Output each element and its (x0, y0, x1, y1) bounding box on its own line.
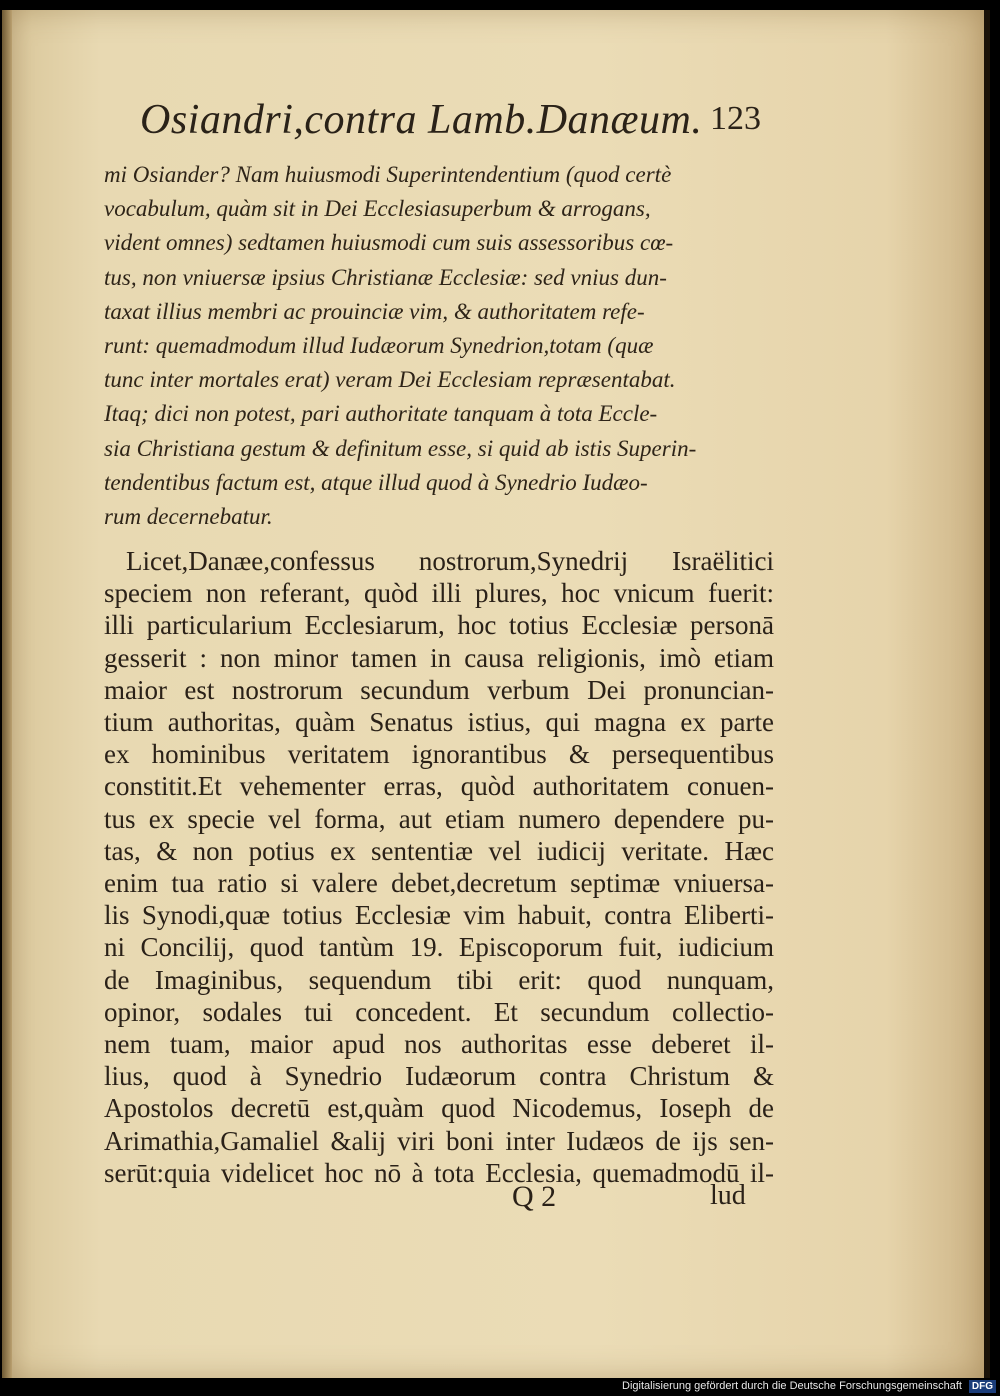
text-line: taxat illius membri ac prouinciæ vim, & authoritatem refe- (104, 298, 645, 324)
text-line: opinor, sodales tui concedent. Et secundum collectio- (104, 996, 774, 1027)
text-line: ni Concilij, quod tantùm 19. Episcoporum fuit, iudicium (104, 932, 774, 963)
running-title: Osiandri,contra Lamb.Danæum. (140, 97, 703, 143)
text-line: enim tua ratio si valere debet,decretum septimæ vniuersa- (104, 868, 774, 899)
text-line: illi particularium Ecclesiarum, hoc totius Ecclesiæ personā (104, 610, 774, 641)
text-line: lius, quod à Synedrio Iudæorum contra Christum & (104, 1061, 774, 1092)
text-line: nem tuam, maior apud nos authoritas esse deberet il- (104, 1029, 774, 1060)
running-header (140, 96, 780, 156)
text-line: mi Osiander? Nam huiusmodi Superintendentium (quod certè (104, 162, 672, 187)
text-line: de Imaginibus, sequendum tibi erit: quod nunquam, (104, 964, 774, 995)
response-paragraph (104, 545, 774, 1189)
catchword: lud (710, 1180, 746, 1211)
signature-mark: Q 2 (512, 1180, 557, 1213)
text-line: ex hominibus veritatem ignorantibus & persequentibus (104, 739, 774, 770)
page-gutter (2, 10, 12, 1378)
text-line: tus, non vniuersæ ipsius Christianæ Ecclesiæ: sed vnius dun- (104, 264, 667, 290)
dfg-logo: DFG (969, 1380, 996, 1393)
text-line: vident omnes) sedtamen huiusmodi cum suis assessoribus cœ- (104, 230, 674, 256)
text-line: Licet,Danæe,confessus nostrorum,Synedrij Israëlitici (126, 546, 774, 576)
text-line: speciem non referant, quòd illi plures, hoc vnicum fuerit: (104, 578, 774, 609)
text-line: tus ex specie vel forma, aut etiam numero dependere pu- (104, 803, 774, 834)
text-line: sia Christiana gestum & definitum esse, si quid ab istis Superin- (104, 435, 697, 461)
text-line: gesserit : non minor tamen in causa religionis, imò etiam (104, 642, 774, 673)
text-line: tendentibus factum est, atque illud quod à Synedrio Iudæo- (104, 469, 648, 495)
text-line: Itaq; dici non potest, pari authoritate tanquam à tota Eccle- (104, 401, 658, 427)
text-line: tium authoritas, quàm Senatus istius, qui magna ex parte (104, 707, 774, 738)
text-line: serūt:quia videlicet hoc nō à tota Ecclesia, quemadmodū il- (104, 1157, 774, 1188)
text-line: runt: quemadmodum illud Iudæorum Synedrion,totam (quæ (104, 333, 654, 359)
text-line: Apostolos decretū est,quàm quod Nicodemus, Ioseph de (104, 1093, 774, 1124)
text-line: constitit.Et vehementer erras, quòd authoritatem conuen- (104, 771, 774, 802)
text-line: lis Synodi,quæ totius Ecclesiæ vim habuit, contra Eliberti- (104, 900, 774, 931)
page-number: 123 (710, 100, 761, 137)
digitization-credit: Digitalisierung gefördert durch die Deutsche Forschungsgemeinschaft (622, 1380, 962, 1392)
text-line: Arimathia,Gamaliel &alij viri boni inter Iudæos de ijs sen- (104, 1125, 774, 1156)
text-line: maior est nostrorum secundum verbum Dei pronuncian- (104, 674, 774, 705)
text-line: tas, & non potius ex sententiæ vel iudicij veritate. Hæc (104, 835, 774, 866)
text-line: tunc inter mortales erat) veram Dei Ecclesiam repræsentabat. (104, 367, 676, 393)
text-line: vocabulum, quàm sit in Dei Ecclesiasuperbum & arrogans, (104, 196, 651, 222)
quoted-passage (104, 158, 774, 534)
text-line: rum decernebatur. (104, 504, 273, 530)
